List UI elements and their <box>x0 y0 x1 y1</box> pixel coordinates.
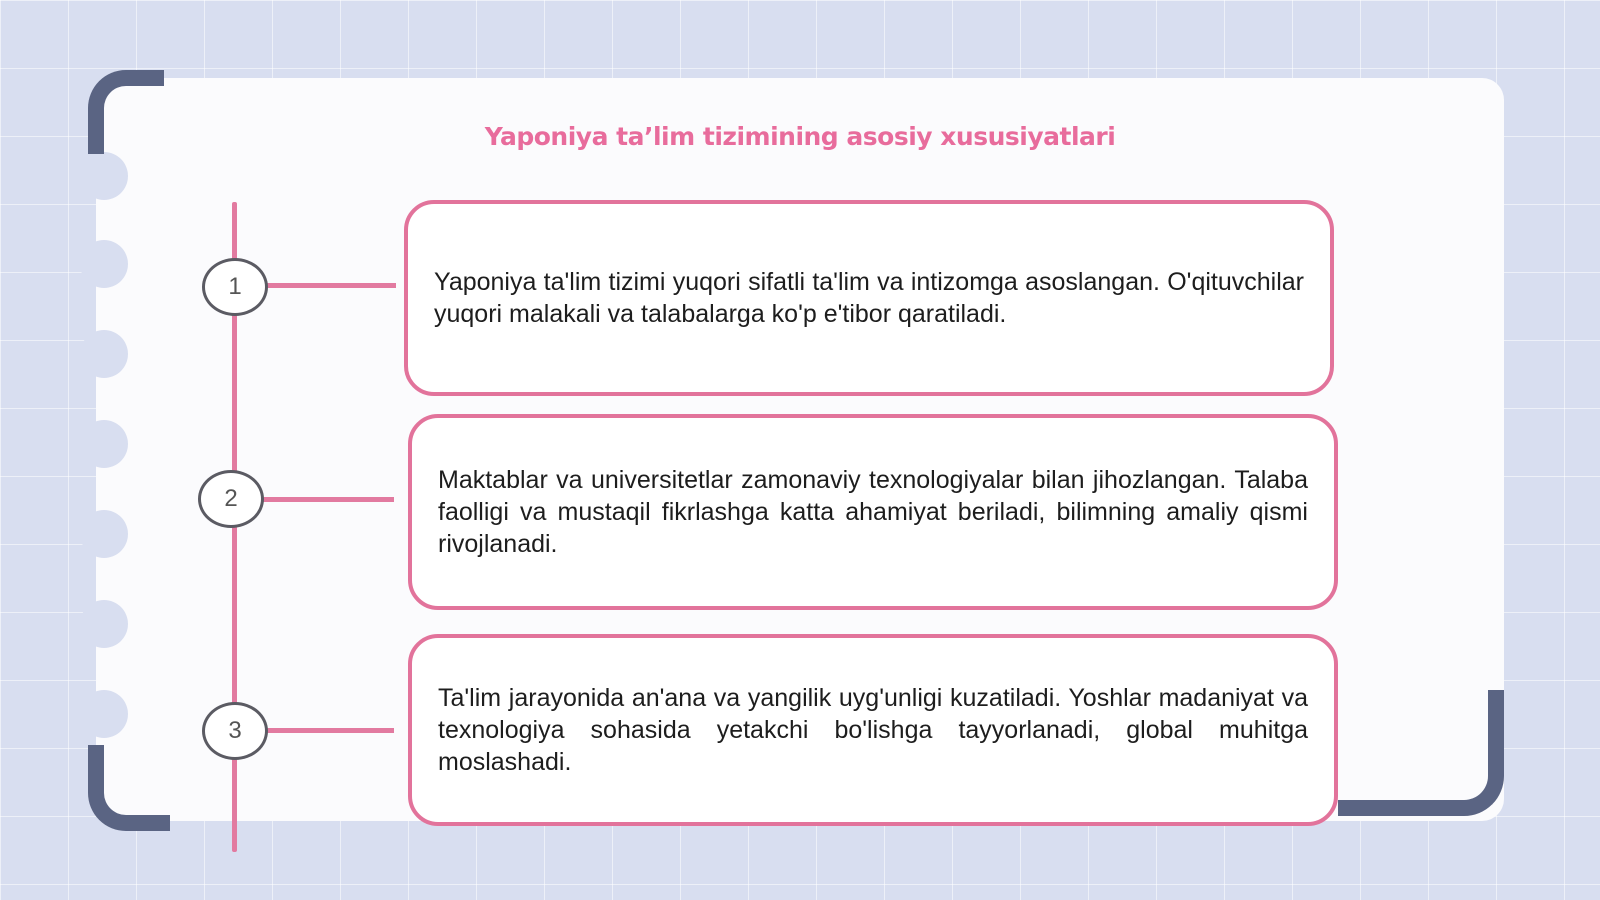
step-2-connector <box>262 497 394 502</box>
card-scallop <box>80 510 128 558</box>
card-scallop <box>80 420 128 468</box>
step-3-number-circle: 3 <box>202 702 268 760</box>
step-3-box <box>408 634 1338 826</box>
slide-title: Yaponiya ta’lim tizimining asosiy xususiyatlari <box>484 122 1116 151</box>
card-scallop <box>80 152 128 200</box>
corner-bracket-bottom-left <box>88 745 170 831</box>
step-3-text: Ta'lim jarayonida an'ana va yangilik uyg'unligi kuzatiladi. Yoshlar madaniyat va texnologiya sohasida yetakchi bo'lishga tayyorlanadi, global muhitga moslashadi. <box>438 684 1308 776</box>
card-scallop <box>80 600 128 648</box>
step-2-box <box>408 414 1338 610</box>
step-1-connector <box>266 283 396 288</box>
step-2-text: Maktablar va universitetlar zamonaviy texnologiyalar bilan jihozlangan. Talaba faolligi va mustaqil fikrlashga katta ahamiyat beriladi, bilimning amaliy qismi rivojlanadi. <box>438 466 1308 558</box>
step-3-connector <box>266 728 394 733</box>
card-scallop <box>80 240 128 288</box>
step-1-box <box>404 200 1334 396</box>
corner-bracket-bottom-right <box>1338 690 1504 816</box>
step-1-text: Yaponiya ta'lim tizimi yuqori sifatli ta'lim va intizomga asoslangan. O'qituvchilar yuqori malakali va talabalarga ko'p e'tibor qaratiladi. <box>434 268 1304 328</box>
step-2-number-circle: 2 <box>198 470 264 528</box>
step-1-number-circle: 1 <box>202 258 268 316</box>
corner-bracket-top-left <box>88 70 164 154</box>
card-scallop <box>80 330 128 378</box>
card-scallop <box>80 690 128 738</box>
